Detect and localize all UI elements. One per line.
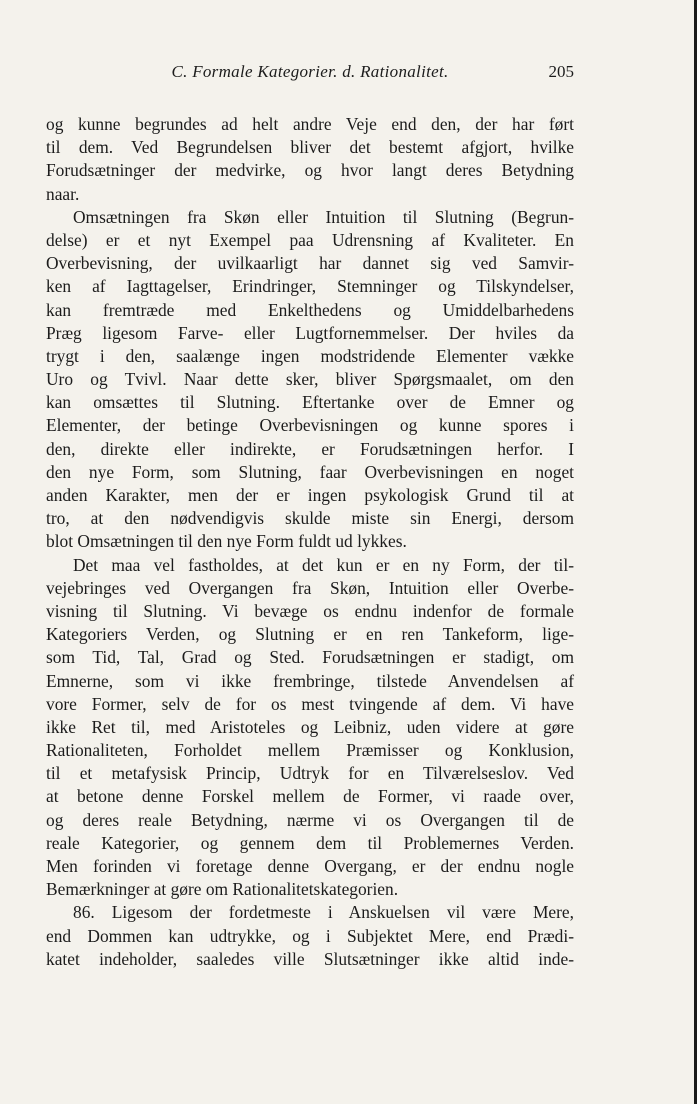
text-line: Det maa vel fastholdes, at det kun er en ny Form, der til- [73, 554, 574, 575]
text-line: Overbevisning, der uvilkaarligt har dannet sig ved Samvir- [46, 253, 574, 274]
page-number: 205 [548, 62, 574, 81]
text-line: den, direkte eller indirekte, er Forudsætningen herfor. I [46, 438, 574, 459]
text-line: Elementer, der betinge Overbevisningen og kunne spores i [46, 415, 574, 436]
text-line: 86. Ligesom der fordetmeste i Anskuelsen vil være Mere, [73, 902, 574, 923]
text-line: Kategoriers Verden, og Slutning er en ren Tankeform, lige- [46, 624, 574, 645]
text-line: vejebringes ved Overgangen fra Skøn, Intuition eller Overbe- [46, 577, 574, 598]
text-line: ikke Ret til, med Aristoteles og Leibniz, uden videre at gøre [46, 716, 574, 737]
text-line: den nye Form, som Slutning, faar Overbevisningen en noget [46, 461, 574, 482]
text-line: og deres reale Betydning, nærme vi os Overgangen til de [46, 809, 574, 830]
text-line: blot Omsætningen til den nye Form fuldt ud lykkes. [46, 531, 407, 552]
text-line: som Tid, Tal, Grad og Sted. Forudsætningen er stadigt, om [46, 647, 574, 668]
text-line: anden Karakter, men der er ingen psykologisk Grund til at [46, 485, 574, 505]
text-line: Forudsætninger der medvirke, og hvor langt deres Betydning [46, 160, 574, 181]
text-line: vore Former, selv de for os mest tvingende af dem. Vi have [46, 693, 574, 714]
text-line: trygt i den, saalænge ingen modstridende Elementer vække [46, 345, 574, 366]
text-line: Uro og Tvivl. Naar dette sker, bliver Spørgsmaalet, om den [46, 369, 574, 390]
running-head [46, 62, 574, 86]
text-line: og kunne begrundes ad helt andre Veje end den, der har ført [46, 114, 574, 134]
text-line: kan fremtræde med Enkelthedens og Umiddelbarhedens [46, 299, 574, 320]
text-line: til et metafysisk Princip, Udtryk for en Tilværelseslov. Ved [46, 763, 574, 784]
text-line: Emnerne, som vi ikke frembringe, tilstede Anvendelsen af [46, 670, 574, 691]
text-line: Bemærkninger at gøre om Rationalitetskategorien. [46, 879, 399, 900]
body-text [46, 113, 574, 971]
text-line: ken af Iagttagelser, Erindringer, Stemninger og Tilskyndelser, [46, 276, 574, 297]
text-line: Præg ligesom Farve- eller Lugtfornemmelser. Der hviles da [46, 322, 574, 343]
running-title: C. Formale Kategorier. d. Rationalitet. [171, 62, 449, 81]
text-line: delse) er et nyt Exempel paa Udrensning af Kvaliteter. En [46, 229, 574, 250]
text-line: end Dommen kan udtrykke, og i Subjektet Mere, end Prædi- [46, 925, 574, 946]
text-line: tro, at den nødvendigvis skulde miste sin Energi, dersom [46, 508, 574, 529]
text-line: naar. [46, 183, 80, 204]
text-line: kan omsættes til Slutning. Eftertanke over de Emner og [46, 392, 574, 413]
text-line: Rationaliteten, Forholdet mellem Præmisser og Konklusion, [46, 740, 574, 761]
text-line: Omsætningen fra Skøn eller Intuition til Slutning (Begrun- [73, 206, 574, 227]
text-line: Men forinden vi foretage denne Overgang, er der endnu nogle [46, 856, 574, 876]
text-line: reale Kategorier, og gennem dem til Problemernes Verden. [46, 832, 574, 853]
text-line: katet indeholder, saaledes ville Slutsætninger ikke altid inde- [46, 948, 574, 969]
text-line: visning til Slutning. Vi bevæge os endnu indenfor de formale [46, 600, 574, 621]
text-line: at betone denne Forskel mellem de Former, vi raade over, [46, 786, 574, 807]
text-line: til dem. Ved Begrundelsen bliver det bestemt afgjort, hvilke [46, 137, 574, 158]
